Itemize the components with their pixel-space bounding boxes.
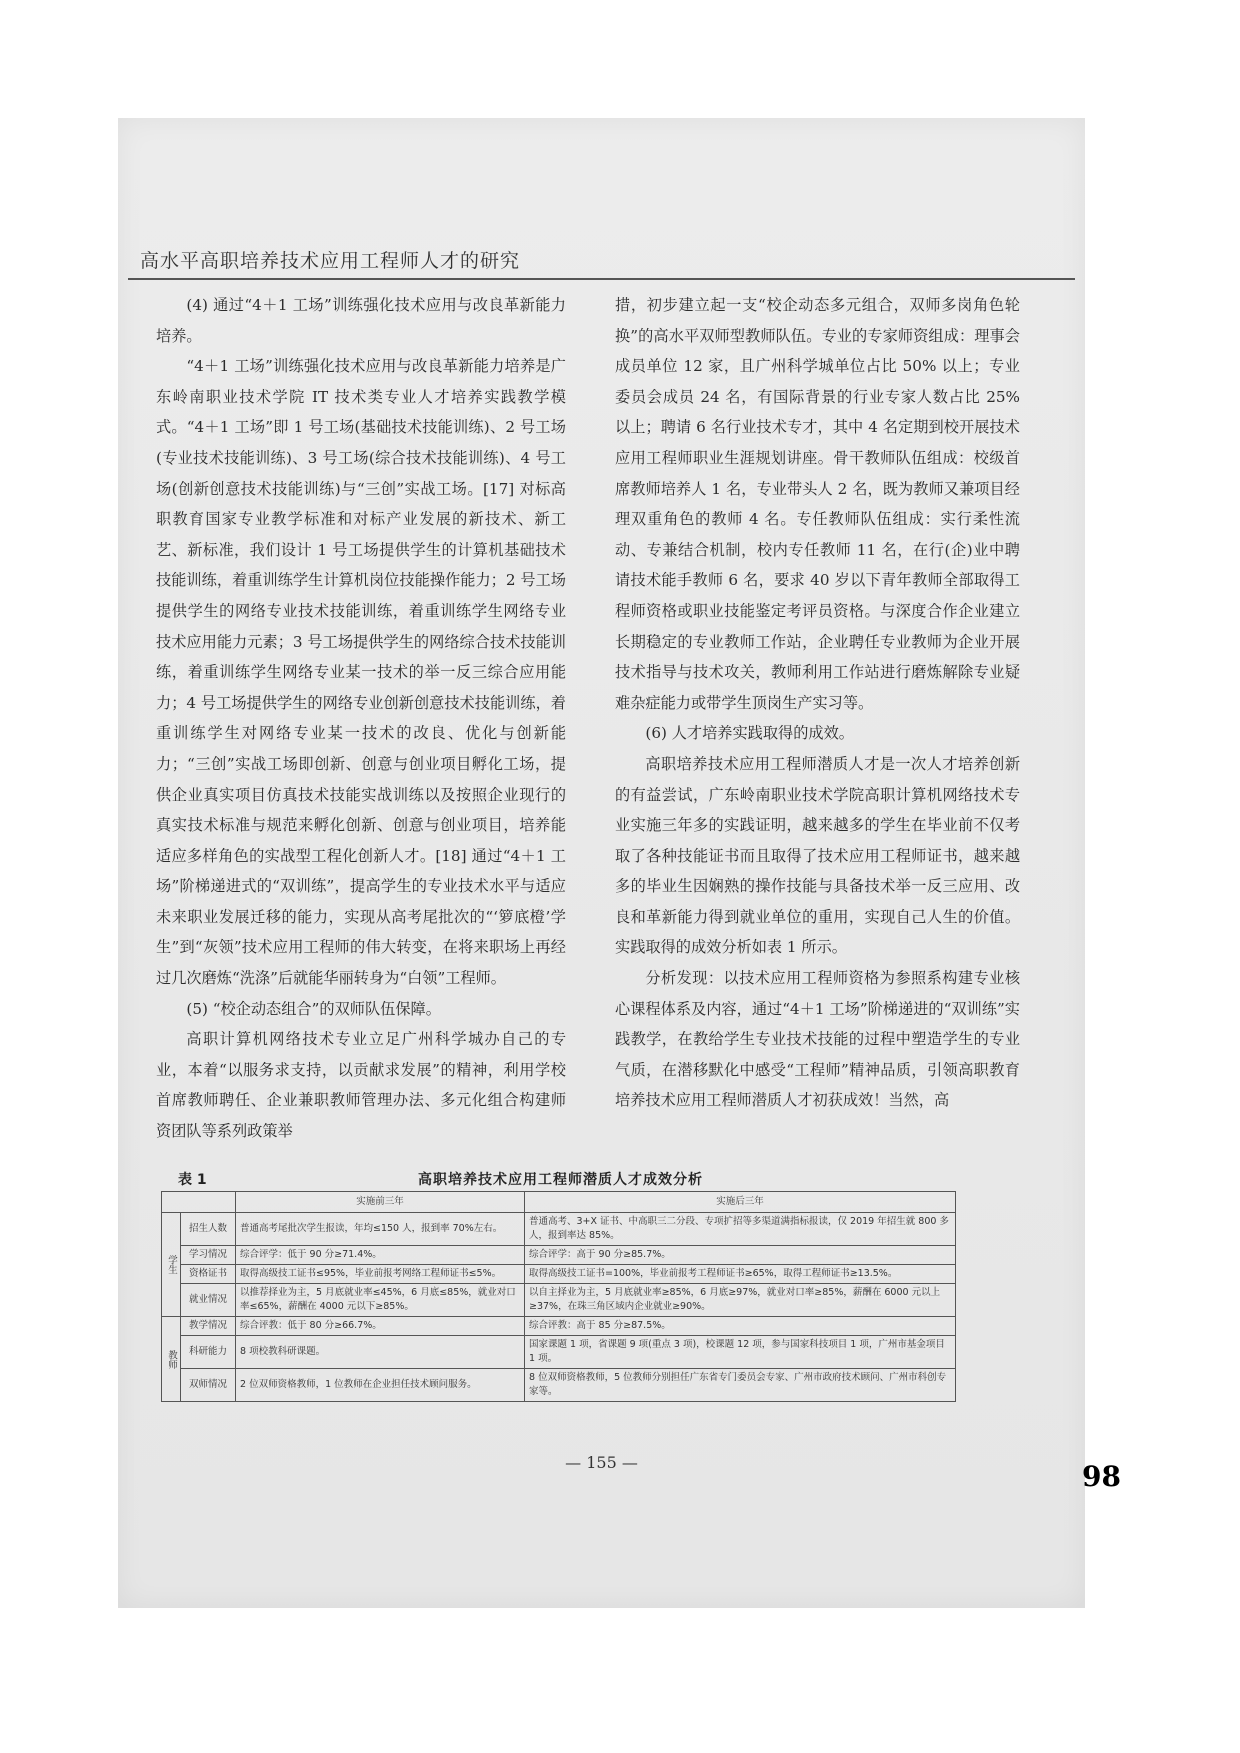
cell-after: 8 位双师资格教师，5 位教师分别担任广东省专门委员会专家、广州市政府技术顾问、广州市科创专家等。 xyxy=(525,1369,956,1402)
cell-after: 综合评教：高于 85 分≥87.5%。 xyxy=(525,1317,956,1336)
column-header-before: 实施前三年 xyxy=(236,1192,525,1213)
paragraph: 分析发现：以技术应用工程师资格为参照系构建专业核心课程体系及内容，通过“4＋1 工场”阶梯递进的“双训练”实践教学，在教给学生专业技术技能的过程中塑造学生的专业气质，在潜移默化中感受“工程师”精神品质，引领高职教育培养技术应用工程师潜质人才初获成效！当然，高 xyxy=(615,969,1020,1110)
header-rule xyxy=(128,278,1075,280)
column-header-after: 实施后三年 xyxy=(525,1192,956,1213)
table-row xyxy=(162,1336,956,1369)
table-row xyxy=(162,1284,956,1317)
paragraph: 高职计算机网络技术专业立足广州科学城办自己的专业，本着“以服务求支持，以贡献求发展”的精神，利用学校首席教师聘任、企业兼职教师管理办法、多元化组合构建师资团队等系列政策举 xyxy=(156,1030,566,1141)
outer-page-number: 98 xyxy=(1082,1460,1121,1493)
row-item: 学习情况 xyxy=(181,1246,236,1265)
cell-before: 以推荐择业为主，5 月底就业率≤45%，6 月底≤85%，就业对口率≤65%，薪酬在 4000 元以下≥85%。 xyxy=(236,1284,525,1317)
cell-after: 取得高级技工证书=100%，毕业前报考工程师证书≥65%，取得工程师证书≥13.5%。 xyxy=(525,1265,956,1284)
cell-before: 取得高级技工证书≤95%，毕业前报考网络工程师证书≤5%。 xyxy=(236,1265,525,1284)
cell-before: 综合评学：低于 90 分≥71.4%。 xyxy=(236,1246,525,1265)
table-corner-cell xyxy=(162,1192,236,1213)
cell-before: 8 项校教科研课题。 xyxy=(236,1336,525,1369)
row-item: 科研能力 xyxy=(181,1336,236,1369)
paragraph: (6) 人才培养实践取得的成效。 xyxy=(645,724,854,743)
left-column xyxy=(156,290,566,1147)
cell-after: 综合评学：高于 90 分≥85.7%。 xyxy=(525,1246,956,1265)
paragraph: 措，初步建立起一支“校企动态多元组合，双师多岗角色轮换”的高水平双师型教师队伍。专业的专家师资组成：理事会成员单位 12 家，且广州科学城单位占比 50% 以上；专业委员会成员 24 名，有国际背景的行业专家人数占比 25% 以上；聘请 6 名行业技术专才，其中 4 名定期到校开展技术应用工程师职业生涯规划讲座。骨干教师队伍组成：校级首席教师培养人 1 名，专业带头人 2 名，既为教师又兼项目经理双重角色的教师 4 名。专任教师队伍组成：实行柔性流动、专兼结合机制，校内专任教师 11 名，在行(企)业中聘请技术能手教师 6 名，要求 40 岁以下青年教师全部取得工程师资格或职业技能鉴定考评员资格。与深度合作企业建立长期稳定的专业教师工作站，企业聘任专业教师为企业开展技术指导与技术攻关，教师利用工作站进行磨炼解除专业疑难杂症能力或带学生顶岗生产实习等。 xyxy=(615,296,1020,712)
row-item: 就业情况 xyxy=(181,1284,236,1317)
cell-before: 综合评教：低于 80 分≥66.7%。 xyxy=(236,1317,525,1336)
row-item: 双师情况 xyxy=(181,1369,236,1402)
table-row xyxy=(162,1317,956,1336)
cell-after: 普通高考、3+X 证书、中高职三二分段、专项扩招等多渠道满指标报读，仅 2019 年招生就 800 多人，报到率达 85%。 xyxy=(525,1213,956,1246)
group-label-students: 学生 xyxy=(162,1213,181,1317)
row-item: 招生人数 xyxy=(181,1213,236,1246)
paragraph: (5) “校企动态组合”的双师队伍保障。 xyxy=(186,999,441,1018)
table-title: 高职培养技术应用工程师潜质人才成效分析 xyxy=(418,1172,703,1188)
table-row xyxy=(162,1213,956,1246)
cell-before: 2 位双师资格教师，1 位教师在企业担任技术顾问服务。 xyxy=(236,1369,525,1402)
right-column xyxy=(615,290,1020,1116)
table-row xyxy=(162,1369,956,1402)
results-table xyxy=(161,1191,956,1402)
row-item: 资格证书 xyxy=(181,1265,236,1284)
group-label-teachers: 教师 xyxy=(162,1317,181,1402)
paragraph: 高职培养技术应用工程师潜质人才是一次人才培养创新的有益尝试，广东岭南职业技术学院高职计算机网络技术专业实施三年多的实践证明，越来越多的学生在毕业前不仅考取了各种技能证书而且取得了技术应用工程师证书，越来越多的毕业生因娴熟的操作技能与具备技术举一反三应用、改良和革新能力得到就业单位的重用，实现自己人生的价值。实践取得的成效分析如表 1 所示。 xyxy=(615,754,1020,957)
paragraph: “4＋1 工场”训练强化技术应用与改良革新能力培养是广东岭南职业技术学院 IT 技术类专业人才培养实践教学模式。“4＋1 工场”即 1 号工场(基础技术技能训练)、2 号工场(专业技术技能训练)、3 号工场(综合技术技能训练)、4 号工场(创新创意技术技能训练)与“三创”实战工场。[17] 对标高职教育国家专业教学标准和对标产业发展的新技术、新工艺、新标准，我们设计 1 号工场提供学生的计算机基础技术技能训练，着重训练学生计算机岗位技能操作能力；2 号工场提供学生的网络专业技术技能训练，着重训练学生网络专业技术应用能力元素；3 号工场提供学生的网络综合技术技能训练，着重训练学生网络专业某一技术的举一反三综合应用能力；4 号工场提供学生的网络专业创新创意技术技能训练，着重训练学生对网络专业某一技术的改良、优化与创新能力；“三创”实战工场即创新、创意与创业项目孵化工场，提供企业真实项目仿真技术技能实战训练以及按照企业现行的真实技术标准与规范来孵化创新、创意与创业项目，培养能适应多样角色的实战型工程化创新人才。[18] 通过“4＋1 工场”阶梯递进式的“双训练”，提高学生的专业技术水平与适应未来职业发展迁移的能力，实现从高考尾批次的“‘箩底橙’学生”到“灰领”技术应用工程师的伟大转变，在将来职场上再经过几次磨炼“洗涤”后就能华丽转身为“白领”工程师。 xyxy=(156,357,566,988)
cell-before: 普通高考尾批次学生报读，年均≤150 人，报到率 70%左右。 xyxy=(236,1213,525,1246)
table-row xyxy=(162,1265,956,1284)
cell-after: 国家课题 1 项，省课题 9 项(重点 3 项)，校课题 12 项，参与国家科技项目 1 项，广州市基金项目 1 项。 xyxy=(525,1336,956,1369)
table-row xyxy=(162,1246,956,1265)
running-title: 高水平高职培养技术应用工程师人才的研究 xyxy=(140,250,521,272)
table-header-row xyxy=(162,1192,956,1213)
paragraph: (4) 通过“4＋1 工场”训练强化技术应用与改良革新能力培养。 xyxy=(156,296,566,345)
page-number: — 155 — xyxy=(565,1453,638,1472)
table-number: 表 1 xyxy=(178,1172,207,1188)
row-item: 教学情况 xyxy=(181,1317,236,1336)
cell-after: 以自主择业为主，5 月底就业率≥85%，6 月底≥97%，就业对口率≥85%，薪酬在 6000 元以上≥37%，在珠三角区域内企业就业≥90%。 xyxy=(525,1284,956,1317)
scanned-page xyxy=(118,118,1085,1608)
